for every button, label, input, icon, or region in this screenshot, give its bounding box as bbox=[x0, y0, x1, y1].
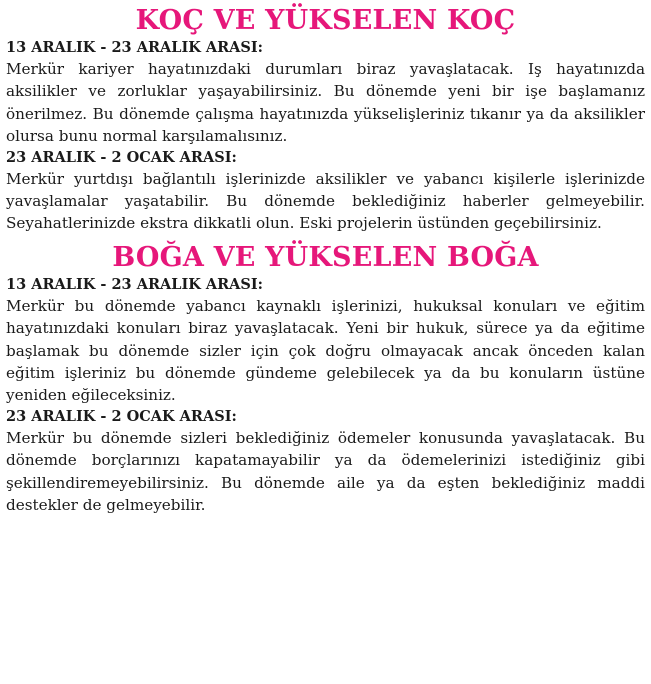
period-heading: 13 ARALIK - 23 ARALIK ARASI: bbox=[6, 39, 264, 56]
period-heading: 23 ARALIK - 2 OCAK ARASI: bbox=[6, 148, 237, 166]
period-text: Merkür bu dönemde yabancı kaynaklı işlerinizi, hukuksal konuları ve eğitim hayatınızdaki konuları biraz yavaşlatacak. Yeni bir hukuk, sürece ya da eğitime başlamak bu dönemde sizler için çok doğru olmayacak ancak önceden kalan eğitim işleriniz bu dönemde gündeme gelebilecek ya da bu konuların üstüne yeniden eğileceksiniz. bbox=[6, 296, 645, 405]
section-koc bbox=[6, 4, 645, 235]
period-heading: 23 ARALIK - 2 OCAK ARASI: bbox=[6, 407, 237, 425]
period-text: Merkür kariyer hayatınızdaki durumları biraz yavaşlatacak. Iş hayatınızda aksilikler ve zorluklar yaşayabilirsiniz. Bu dönemde yeni bir işe başlamanız önerilmez. Bu dönemde çalışma hayatınızda yükselişleriniz tıkanır ya da aksilikler olursa bunu normal karşılamalısınız. bbox=[6, 60, 645, 146]
section-title: KOÇ VE YÜKSELEN KOÇ bbox=[135, 5, 516, 36]
section-title: BOĞA VE YÜKSELEN BOĞA bbox=[112, 241, 539, 273]
period-text: Merkür bu dönemde sizleri beklediğiniz ödemeler konusunda yavaşlatacak. Bu dönemde borçlarınızı kapatamayabilir ya da ödemelerinizi istediğiniz gibi şekillendiremeyebilirsiniz. Bu dönemde aile ya da eşten beklediğiniz maddi destekler de gelmeyebilir. bbox=[6, 428, 645, 515]
section-boga bbox=[6, 241, 645, 517]
period-text: Merkür yurtdışı bağlantılı işlerinizde aksilikler ve yabancı kişilerle işlerinizde yavaşlamalar yaşatabilir. Bu dönemde beklediğiniz haberler gelmeyebilir. Seyahatlerinizde ekstra dikkatli olun. Eski projelerin üstünden geçebilirsiniz. bbox=[6, 169, 645, 233]
period-heading: 13 ARALIK - 23 ARALIK ARASI: bbox=[6, 275, 264, 293]
